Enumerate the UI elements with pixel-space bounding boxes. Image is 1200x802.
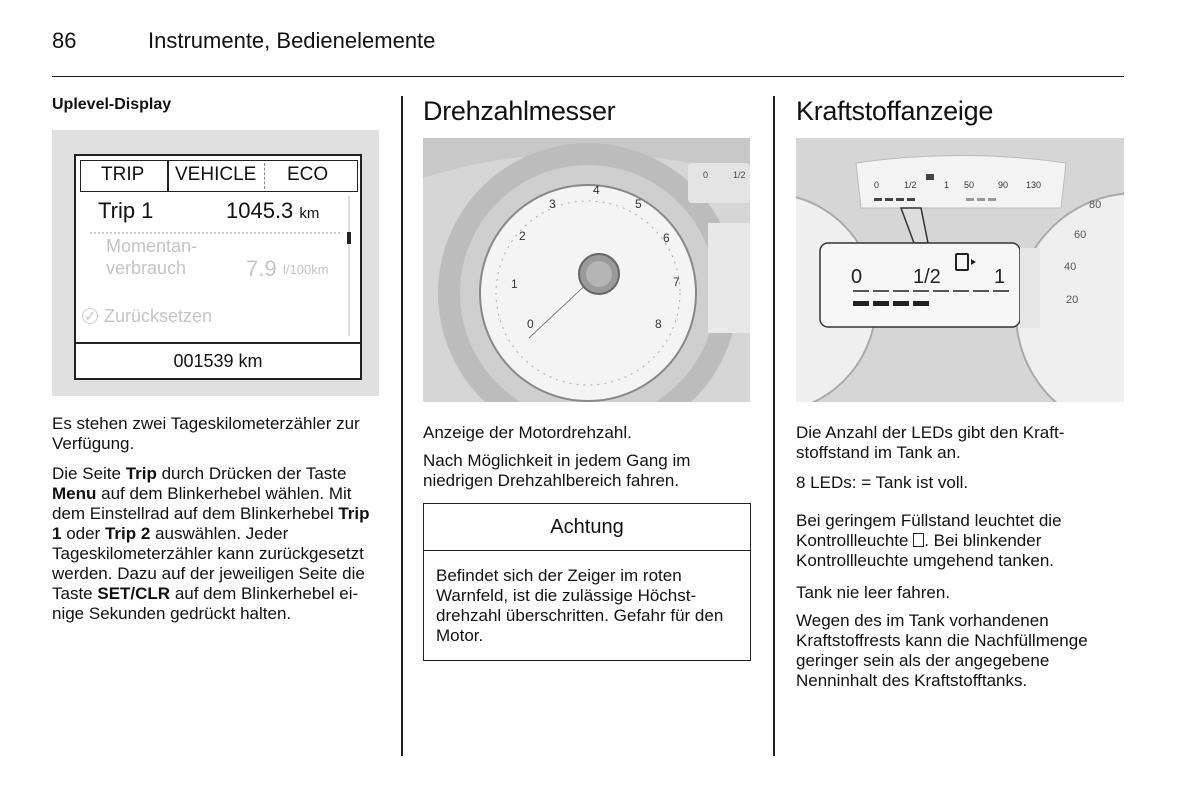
warning-title: Achtung bbox=[424, 504, 750, 551]
zoom-label-half: 1/2 bbox=[913, 266, 941, 288]
right-gauge-60: 60 bbox=[1074, 229, 1087, 241]
section-heading-tachometer: Drehzahlmesser bbox=[423, 96, 616, 126]
section-heading-fuel-gauge: Kraftstoffanzeige bbox=[796, 96, 994, 126]
momentary-value: 7.9 bbox=[246, 256, 277, 281]
warning-text: Befindet sich der Zeiger im roten Warnfeld, ist die zulässige Höchstdrehzahl überschritten. Gefahr für den Motor. bbox=[436, 566, 724, 645]
left-paragraph-1: Es stehen zwei Tageskilometerzähler zur Verfügung. bbox=[52, 414, 360, 453]
gauge-number-7: 7 bbox=[673, 275, 680, 289]
column-divider-1 bbox=[401, 96, 403, 756]
cluster-label-0: 0 bbox=[874, 180, 880, 190]
middle-paragraph-2: Nach Möglichkeit in jedem Gang im niedrigen Drehzahlbereich fahren. bbox=[423, 451, 691, 490]
gauge-number-3: 3 bbox=[549, 197, 556, 211]
middle-column bbox=[423, 96, 753, 127]
right-gauge-80: 80 bbox=[1089, 199, 1102, 211]
right-gauge-20: 20 bbox=[1066, 294, 1079, 306]
middle-paragraph-1: Anzeige der Motordrehzahl. bbox=[423, 423, 632, 442]
warning-box bbox=[423, 503, 751, 661]
left-paragraph-2: Die Seite Trip durch Drücken der Taste Menu auf dem Blinkerhebel wählen. Mit dem Einstellrad auf dem Blinkerhebel Trip 1 oder Trip 2 auswählen. Jeder Tageskilometerzähler kann zurückgesetzt werden. Dazu auf der jeweiligen Seite die Taste SET/CLR auf dem Blinkerhebel einige Sekunden gedrückt halten. bbox=[52, 464, 370, 623]
right-paragraph-4: Tank nie leer fahren. bbox=[796, 583, 951, 602]
cluster-label-50: 50 bbox=[964, 180, 975, 190]
tab-trip: TRIP bbox=[101, 164, 145, 185]
page-number: 86 bbox=[52, 28, 77, 53]
left-column bbox=[52, 96, 382, 114]
cluster-label-half: 1/2 bbox=[904, 180, 917, 190]
cluster-label-1: 1 bbox=[944, 180, 950, 190]
fuel-gauge-illustration bbox=[796, 138, 1124, 402]
momentary-unit: l/100km bbox=[283, 262, 329, 277]
right-paragraph-5: Wegen des im Tank vorhandenen Kraftstoffrests kann die Nachfüllmenge geringer sein als der angegebene Nenninhalt des Kraftstofftanks. bbox=[796, 611, 1088, 690]
gauge-number-1: 1 bbox=[511, 277, 518, 291]
odometer: 001539 km bbox=[76, 342, 360, 378]
momentary-label-2: verbrauch bbox=[106, 258, 187, 278]
right-paragraph-1: Die Anzahl der LEDs gibt den Kraftstoffstand im Tank an. bbox=[796, 423, 1065, 462]
momentary-label-1: Momentan- bbox=[106, 236, 198, 256]
tachometer-figure bbox=[423, 138, 750, 402]
gauge-number-8: 8 bbox=[655, 317, 662, 331]
zoom-label-1: 1 bbox=[994, 266, 1006, 288]
cluster-label-130: 130 bbox=[1026, 180, 1042, 190]
reset-label: Zurücksetzen bbox=[104, 306, 213, 326]
gauge-number-6: 6 bbox=[663, 231, 670, 245]
page-title: Instrumente, Bedienelemente bbox=[148, 28, 436, 53]
gauge-number-4: 4 bbox=[593, 183, 600, 197]
gauge-number-0: 0 bbox=[527, 317, 534, 331]
trip-value: 1045.3 km bbox=[226, 198, 320, 223]
tab-vehicle: VEHICLE bbox=[175, 164, 257, 185]
checkmark-icon: ✓ bbox=[82, 308, 98, 324]
gauge-number-5: 5 bbox=[635, 197, 642, 211]
uplevel-display-figure bbox=[52, 130, 379, 396]
right-gauge-40: 40 bbox=[1064, 261, 1077, 273]
page-header bbox=[52, 26, 1124, 77]
right-column bbox=[796, 96, 1126, 127]
zoom-label-0: 0 bbox=[851, 266, 863, 288]
cluster-label-90: 90 bbox=[998, 180, 1009, 190]
fuel-warning-icon bbox=[913, 533, 924, 547]
display-screen bbox=[74, 154, 362, 380]
small-gauge-half: 1/2 bbox=[733, 170, 746, 180]
gauge-number-2: 2 bbox=[519, 229, 526, 243]
column-divider-2 bbox=[773, 96, 775, 756]
tachometer-illustration bbox=[423, 138, 750, 402]
small-gauge-0: 0 bbox=[703, 170, 709, 180]
fuel-gauge-figure bbox=[796, 138, 1124, 402]
display-tabs bbox=[80, 160, 358, 192]
right-paragraph-2: 8 LEDs: = Tank ist voll. bbox=[796, 473, 969, 492]
small-fuel-pump-icon bbox=[926, 174, 934, 180]
section-subheading: Uplevel-Display bbox=[52, 96, 172, 113]
trip-label: Trip 1 bbox=[98, 198, 154, 223]
tab-eco: ECO bbox=[287, 164, 329, 185]
right-paragraph-3: Bei geringem Füllstand leuchtet die Kontrollleuchte . Bei blinkender Kontrollleuchte umgehend tanken. bbox=[796, 511, 1062, 570]
